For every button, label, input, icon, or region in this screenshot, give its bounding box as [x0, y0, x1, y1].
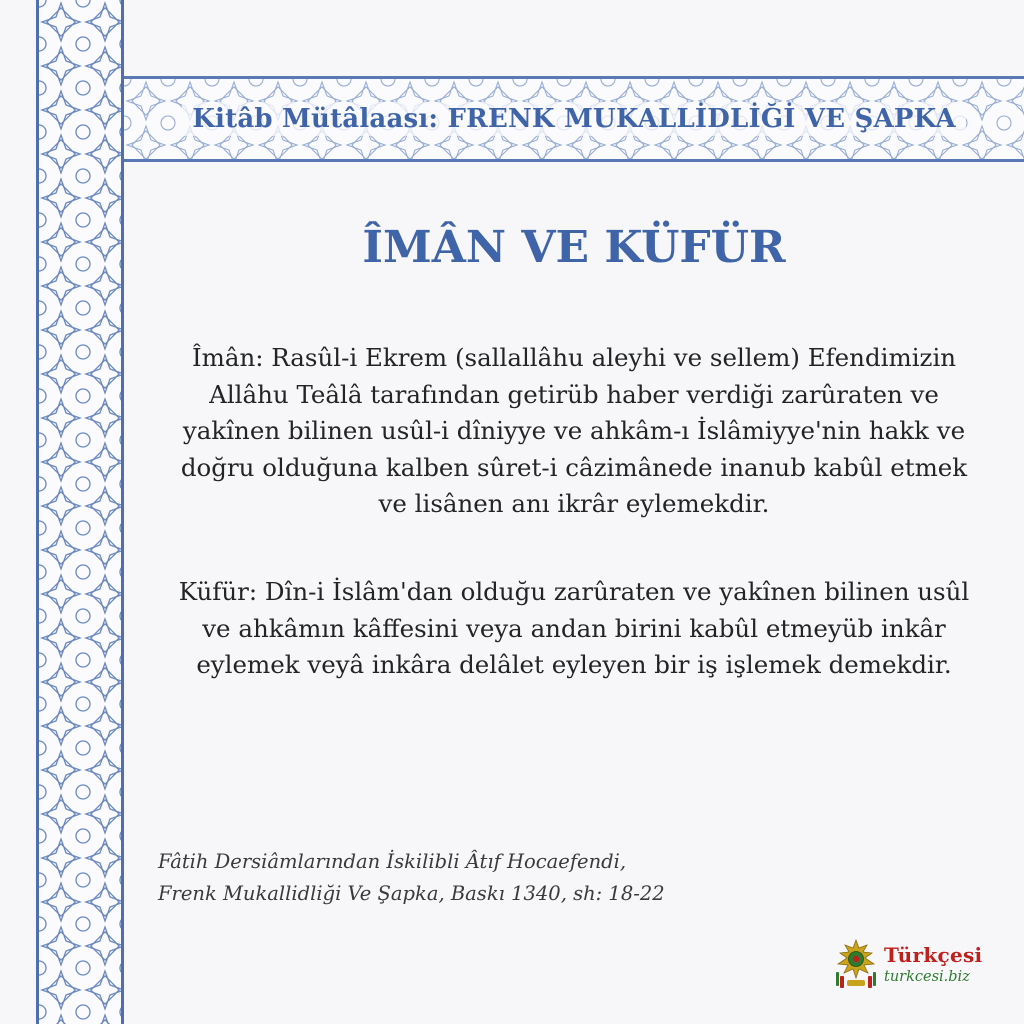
- logo-url[interactable]: turkcesi.biz: [884, 969, 970, 986]
- site-logo[interactable]: [834, 936, 992, 994]
- header-band: [124, 76, 1024, 162]
- page-title: ÎMÂN VE KÜFÜR: [362, 222, 786, 273]
- citation: [158, 846, 858, 910]
- ottoman-coat-of-arms-icon: [834, 938, 878, 992]
- citation-line-2: Frenk Mukallidliği Ve Şapka, Baskı 1340, sh: 18-22: [158, 882, 665, 905]
- iman-paragraph: Îmân: Rasûl-i Ekrem (sallallâhu aleyhi ve sellem) Efendimizin Allâhu Teâlâ tarafından getirüb haber verdiği zarûraten ve yakînen bilinen usûl-i dîniyye ve ahkâm-ı İslâmiyye'nin hakk ve doğru olduğuna kalben sûret-i câzimânede inanub kabûl etmek ve lisânen anı ikrâr eylemekdir.: [180, 343, 968, 518]
- logo-name: Türkçesi: [884, 943, 983, 968]
- kufur-paragraph: Küfür: Dîn-i İslâm'dan olduğu zarûraten ve yakînen bilinen usûl ve ahkâmın kâffesini veya andan birini kabûl etmeyüb inkâr eylemek veyâ inkâra delâlet eyleyen bir iş işlemek demekdir.: [178, 577, 970, 679]
- decorative-border-strip: [36, 0, 124, 1024]
- citation-line-1: Fâtih Dersiâmlarından İskilibli Âtıf Hocaefendi,: [158, 850, 627, 873]
- header-title: Kitâb Mütâlaası: FRENK MUKALLİDLİĞİ VE ŞAPKA: [182, 102, 966, 136]
